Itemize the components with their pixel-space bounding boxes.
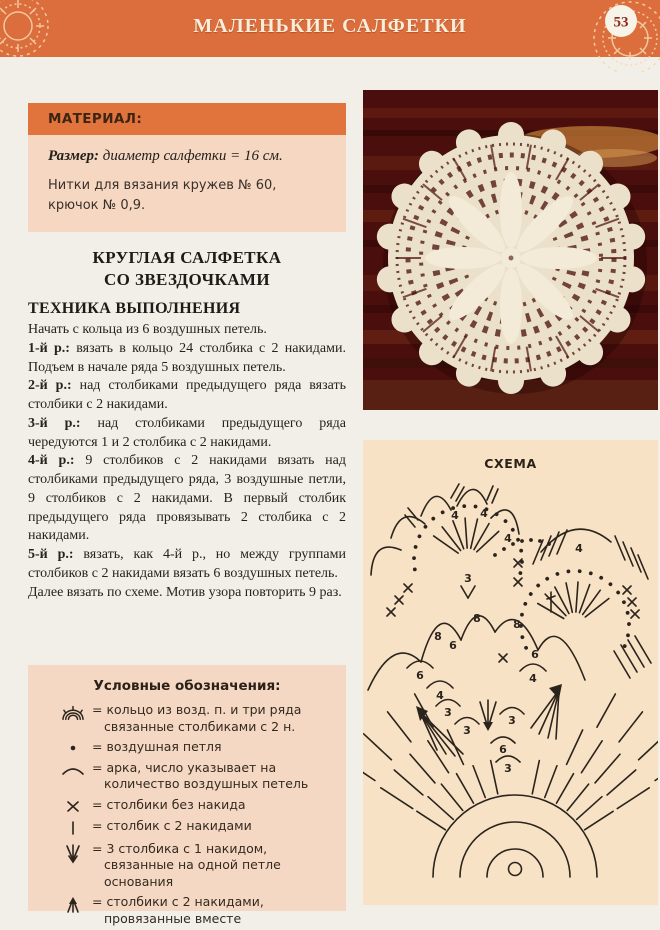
legend-item: = воздушная петля [28, 739, 346, 756]
material-box-title: МАТЕРИАЛ: [28, 103, 346, 135]
svg-text:6: 6 [416, 669, 424, 682]
decrease-cluster-icon [58, 894, 92, 915]
legend-box [28, 665, 346, 926]
svg-text:4: 4 [529, 672, 537, 685]
chart-scallops [368, 616, 585, 690]
legend-item: = арка, число указывает на количество воздушных петель [28, 760, 346, 793]
legend-item: = столбики с 2 накидами, провязанные вместе [28, 894, 346, 927]
threads-line: Нитки для вязания кружев № 60, [48, 178, 277, 193]
svg-text:6: 6 [499, 743, 507, 756]
svg-text:3: 3 [463, 724, 471, 737]
instructions-block [28, 321, 346, 602]
doily-star [425, 172, 597, 344]
instruction-paragraph: Начать с кольца из 6 воздушных петель. [28, 322, 267, 337]
chart-center-ring [433, 795, 597, 877]
chart-chain-arches [407, 661, 546, 762]
crochet-chart [363, 440, 658, 905]
svg-text:3: 3 [508, 714, 516, 727]
article-title [28, 247, 346, 292]
material-box-body [28, 135, 346, 232]
chain-loop-icon [58, 739, 92, 754]
chart-cluster-symbol [480, 700, 496, 731]
svg-text:6: 6 [449, 639, 457, 652]
instruction-paragraph: 4-й р.: 9 столбиков с 2 накидами вязать над столбиками предыдущего ряда, 3 воздушные петли, 9 столбиков с 2 накидами. В первый столбик предыдущего ряда провязывать 2 столбика с 2 накидами. [28, 453, 346, 544]
svg-text:3: 3 [464, 572, 472, 585]
chart-number-labels [416, 507, 583, 775]
chart-left-flower [371, 484, 524, 662]
treble-crochet-icon [58, 818, 92, 837]
page-number: 53 [613, 14, 629, 31]
doily-photo-image [363, 90, 658, 410]
schema-box [363, 440, 658, 905]
instruction-paragraph: 5-й р.: вязать, как 4-й р., но между группами столбиков с 2 накидами вязать 6 воздушных петель. [28, 547, 346, 581]
svg-text:8: 8 [434, 630, 442, 643]
cluster-3dc-icon [58, 841, 92, 864]
size-line [48, 148, 326, 165]
instruction-paragraph: 2-й р.: над столбиками предыдущего ряда вязать столбики с 2 накидами. [28, 378, 346, 412]
instruction-paragraph: Далее вязать по схеме. Мотив узора повторить 9 раз. [28, 584, 342, 600]
material-box [28, 103, 346, 232]
legend-item: = 3 столбика с 1 накидом, связанные на одной петле основания [28, 841, 346, 891]
svg-text:4: 4 [480, 507, 488, 520]
svg-text:8: 8 [473, 612, 481, 625]
svg-text:4: 4 [504, 532, 512, 545]
page-title: МАЛЕНЬКИЕ САЛФЕТКИ [193, 15, 467, 37]
article-title-line2: СО ЗВЕЗДОЧКАМИ [104, 270, 270, 290]
svg-text:4: 4 [451, 509, 459, 522]
single-crochet-icon [58, 797, 92, 814]
legend-title: Условные обозначения: [93, 678, 281, 694]
instruction-paragraph: 1-й р.: вязать в кольцо 24 столбика с 2 накидами. Подъем в начале ряда 5 воздушных петель. [28, 340, 346, 375]
hook-line: крючок № 0,9. [48, 198, 146, 214]
technique-heading: ТЕХНИКА ВЫПОЛНЕНИЯ [28, 300, 241, 317]
svg-text:6: 6 [531, 648, 539, 661]
legend-item: = столбик с 2 накидами [28, 818, 346, 837]
svg-text:4: 4 [575, 542, 583, 555]
svg-text:3: 3 [504, 762, 512, 775]
svg-text:4: 4 [436, 689, 444, 702]
schema-title: СХЕМА [484, 456, 537, 471]
chart-right-flower [519, 529, 651, 678]
ring-rows-icon [58, 702, 92, 723]
doily-photo [363, 90, 658, 410]
legend-item: = кольцо из возд. п. и три ряда связанные столбиками с 2 н. [28, 702, 346, 735]
svg-text:8: 8 [513, 618, 521, 631]
size-label: Размер: [48, 148, 99, 164]
arc-icon [58, 760, 92, 777]
instruction-paragraph: 3-й р.: над столбиками предыдущего ряда чередуются 1 и 2 столбика с 2 накидами. [28, 415, 346, 450]
legend-item: = столбики без накида [28, 797, 346, 814]
header-bar [0, 0, 660, 57]
article-title-line1: КРУГЛАЯ САЛФЕТКА [92, 248, 282, 267]
size-value: диаметр салфетки = 16 см. [99, 148, 283, 164]
svg-text:3: 3 [444, 706, 452, 719]
lace-ornament-right-icon [578, 0, 660, 72]
